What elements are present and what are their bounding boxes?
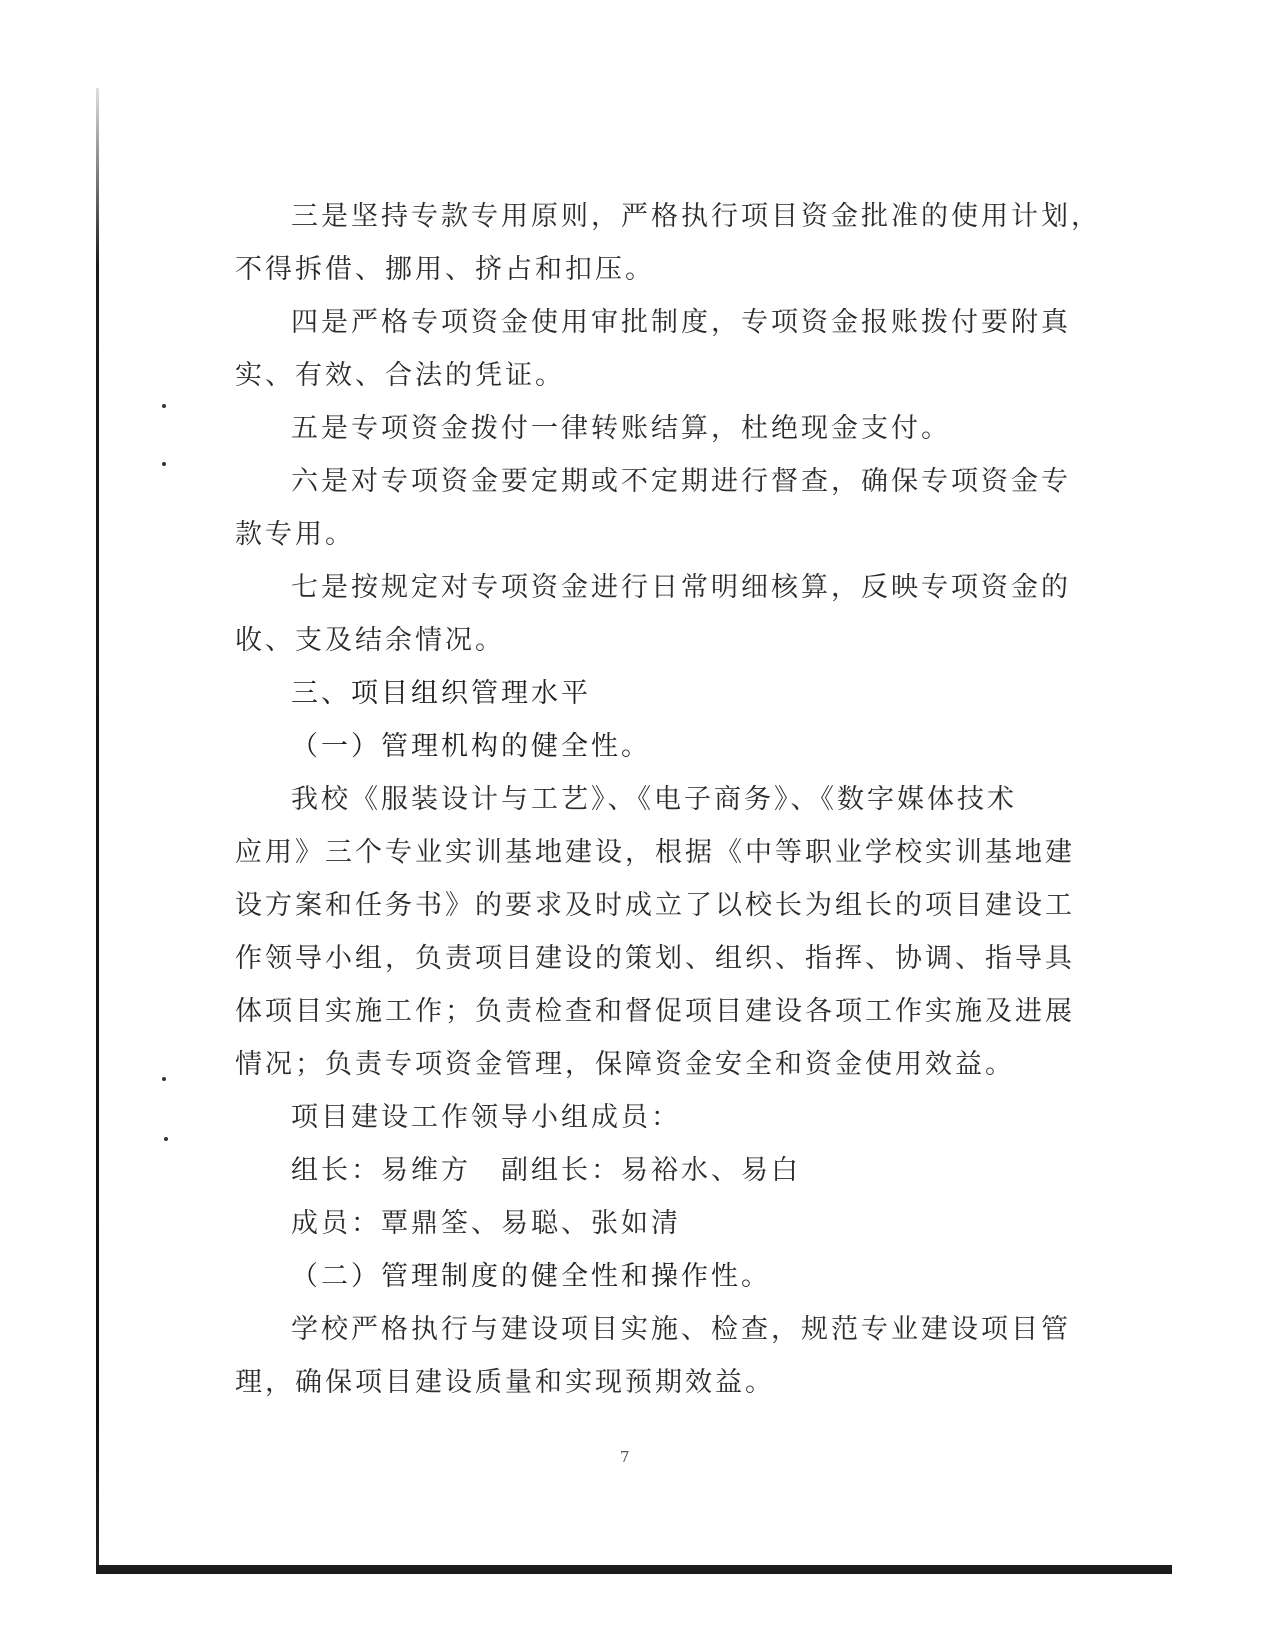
paragraph-line: 我校《服装设计与工艺》、《电子商务》、《数字媒体技术	[291, 784, 1017, 815]
scan-left-edge	[96, 88, 99, 1568]
paragraph-line: 实、有效、合法的凭证。	[235, 360, 565, 391]
paragraph-line: 四是严格专项资金使用审批制度，专项资金报账拨付要附真	[291, 307, 1071, 338]
member-list-line: 成员：覃鼎筌、易聪、张如清	[291, 1208, 681, 1239]
page-number: 7	[620, 1448, 630, 1466]
paragraph-line: 七是按规定对专项资金进行日常明细核算，反映专项资金的	[291, 572, 1071, 603]
paragraph-line: 作领导小组，负责项目建设的策划、组织、指挥、协调、指导具	[235, 943, 1075, 974]
paragraph-line: 五是专项资金拨付一律转账结算，杜绝现金支付。	[291, 413, 951, 444]
section-heading: 三、项目组织管理水平	[291, 678, 591, 709]
paragraph-line: 学校严格执行与建设项目实施、检查，规范专业建设项目管	[291, 1314, 1071, 1345]
document-body	[235, 190, 1101, 1409]
paragraph-line: 三是坚持专款专用原则，严格执行项目资金批准的使用计划，	[291, 201, 1101, 232]
paragraph-line: 理，确保项目建设质量和实现预期效益。	[235, 1367, 775, 1398]
paragraph-line: 款专用。	[235, 519, 355, 550]
paragraph-line: 应用》三个专业实训基地建设，根据《中等职业学校实训基地建	[235, 837, 1075, 868]
paragraph-line: 不得拆借、挪用、挤占和扣压。	[235, 254, 655, 285]
scan-dot	[162, 404, 166, 408]
paragraph-line: 设方案和任务书》的要求及时成立了以校长为组长的项目建设工	[235, 890, 1075, 921]
scan-dot	[162, 462, 166, 466]
paragraph-line: 项目建设工作领导小组成员：	[291, 1102, 681, 1133]
paragraph-line: 六是对专项资金要定期或不定期进行督查，确保专项资金专	[291, 466, 1071, 497]
scan-bottom-edge	[96, 1565, 1172, 1574]
scan-dot	[162, 1077, 166, 1081]
paragraph-line: 情况；负责专项资金管理，保障资金安全和资金使用效益。	[235, 1049, 1015, 1080]
subsection-heading: （二）管理制度的健全性和操作性。	[291, 1261, 771, 1292]
paragraph-line: 体项目实施工作；负责检查和督促项目建设各项工作实施及进展	[235, 996, 1075, 1027]
subsection-heading: （一）管理机构的健全性。	[291, 731, 651, 762]
paragraph-line: 收、支及结余情况。	[235, 625, 505, 656]
scan-dot	[164, 1137, 168, 1141]
member-list-line: 组长：易维方 副组长：易裕水、易白	[291, 1155, 801, 1186]
